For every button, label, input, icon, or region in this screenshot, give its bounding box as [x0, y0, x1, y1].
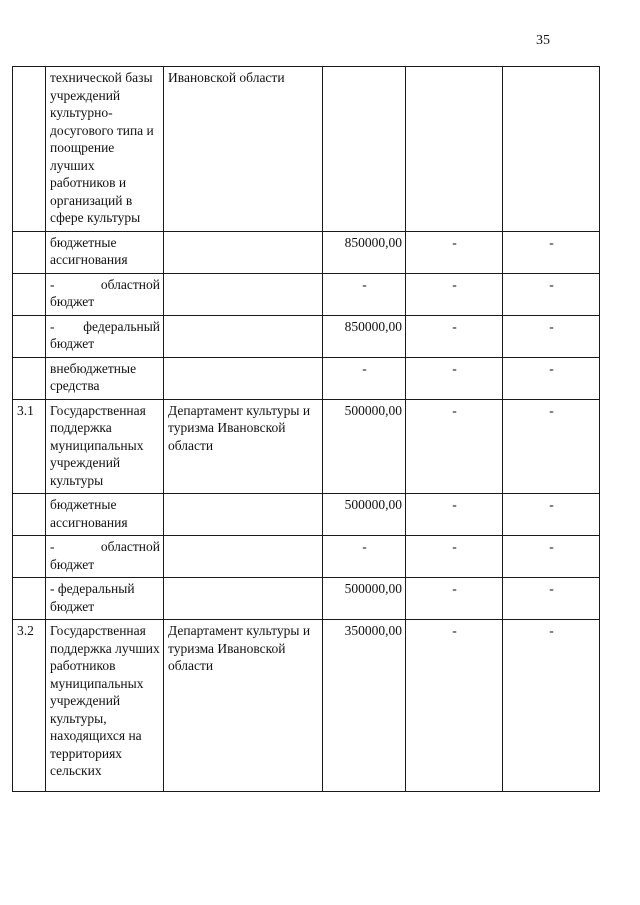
value-cell: -	[406, 399, 503, 494]
table-row	[13, 231, 600, 273]
row-description	[46, 273, 164, 315]
table-row	[13, 620, 600, 792]
value-cell: -	[503, 315, 600, 357]
value-cell: -	[406, 315, 503, 357]
row-description: внебюджетные средства	[46, 357, 164, 399]
row-number	[13, 231, 46, 273]
row-number: 3.2	[13, 620, 46, 792]
amount-cell: -	[323, 536, 406, 578]
row-description	[46, 315, 164, 357]
table-row	[13, 67, 600, 232]
desc-rest: бюджет	[50, 556, 95, 572]
desc-rest: бюджет	[50, 336, 95, 351]
table-row	[13, 357, 600, 399]
row-description: Государственная поддержка лучших работников муниципальных учреждений культуры, находящихся на территориях сельских	[46, 620, 164, 792]
value-cell: -	[503, 357, 600, 399]
row-number	[13, 536, 46, 578]
budget-table	[12, 66, 600, 792]
row-number	[13, 494, 46, 536]
value-cell	[406, 67, 503, 232]
row-executor	[164, 231, 323, 273]
desc-word: федеральный	[83, 318, 160, 334]
row-number	[13, 273, 46, 315]
table-row	[13, 399, 600, 494]
amount-cell: 350000,00	[323, 620, 406, 792]
value-cell: -	[503, 620, 600, 792]
value-cell: -	[503, 578, 600, 620]
desc-dash: -	[50, 539, 55, 554]
row-executor	[164, 273, 323, 315]
row-description: технической базы учреждений культурно-досугового типа и поощрение лучших работников и организаций в сфере культуры	[46, 67, 164, 232]
desc-rest: бюджет	[50, 294, 95, 309]
desc-word: областной	[100, 539, 160, 554]
value-cell: -	[406, 494, 503, 536]
value-cell: -	[406, 578, 503, 620]
value-cell: -	[406, 620, 503, 792]
row-description: Государственная поддержка муниципальных учреждений культуры	[46, 399, 164, 494]
page-number: 35	[536, 33, 550, 48]
row-executor: Ивановской области	[164, 67, 323, 232]
table-row	[13, 273, 600, 315]
value-cell: -	[503, 273, 600, 315]
amount-cell: 500000,00	[323, 578, 406, 620]
table-row	[13, 315, 600, 357]
row-number	[13, 578, 46, 620]
row-description: - федеральный бюджет	[46, 578, 164, 620]
row-number: 3.1	[13, 399, 46, 494]
desc-word: областной	[100, 276, 160, 292]
row-number	[13, 315, 46, 357]
desc-dash: -	[50, 276, 55, 292]
value-cell: -	[406, 357, 503, 399]
value-cell: -	[406, 231, 503, 273]
table-row	[13, 536, 600, 578]
value-cell: -	[406, 536, 503, 578]
desc-dash: -	[50, 318, 55, 334]
value-cell: -	[406, 273, 503, 315]
value-cell: -	[503, 494, 600, 536]
table-row	[13, 494, 600, 536]
amount-cell: 500000,00	[323, 399, 406, 494]
row-executor	[164, 536, 323, 578]
amount-cell: -	[323, 273, 406, 315]
row-executor: Департамент культуры и туризма Ивановской области	[164, 399, 323, 494]
row-executor: Департамент культуры и туризма Ивановской области	[164, 620, 323, 792]
row-number	[13, 357, 46, 399]
row-executor	[164, 315, 323, 357]
row-description	[46, 536, 164, 578]
row-description: бюджетные ассигнования	[46, 494, 164, 536]
amount-cell	[323, 67, 406, 232]
value-cell	[503, 67, 600, 232]
row-executor	[164, 578, 323, 620]
row-executor	[164, 357, 323, 399]
amount-cell: 500000,00	[323, 494, 406, 536]
value-cell: -	[503, 536, 600, 578]
table-row	[13, 578, 600, 620]
amount-cell: 850000,00	[323, 231, 406, 273]
row-description: бюджетные ассигнования	[46, 231, 164, 273]
row-number	[13, 67, 46, 232]
value-cell: -	[503, 399, 600, 494]
amount-cell: -	[323, 357, 406, 399]
row-executor	[164, 494, 323, 536]
amount-cell: 850000,00	[323, 315, 406, 357]
value-cell: -	[503, 231, 600, 273]
